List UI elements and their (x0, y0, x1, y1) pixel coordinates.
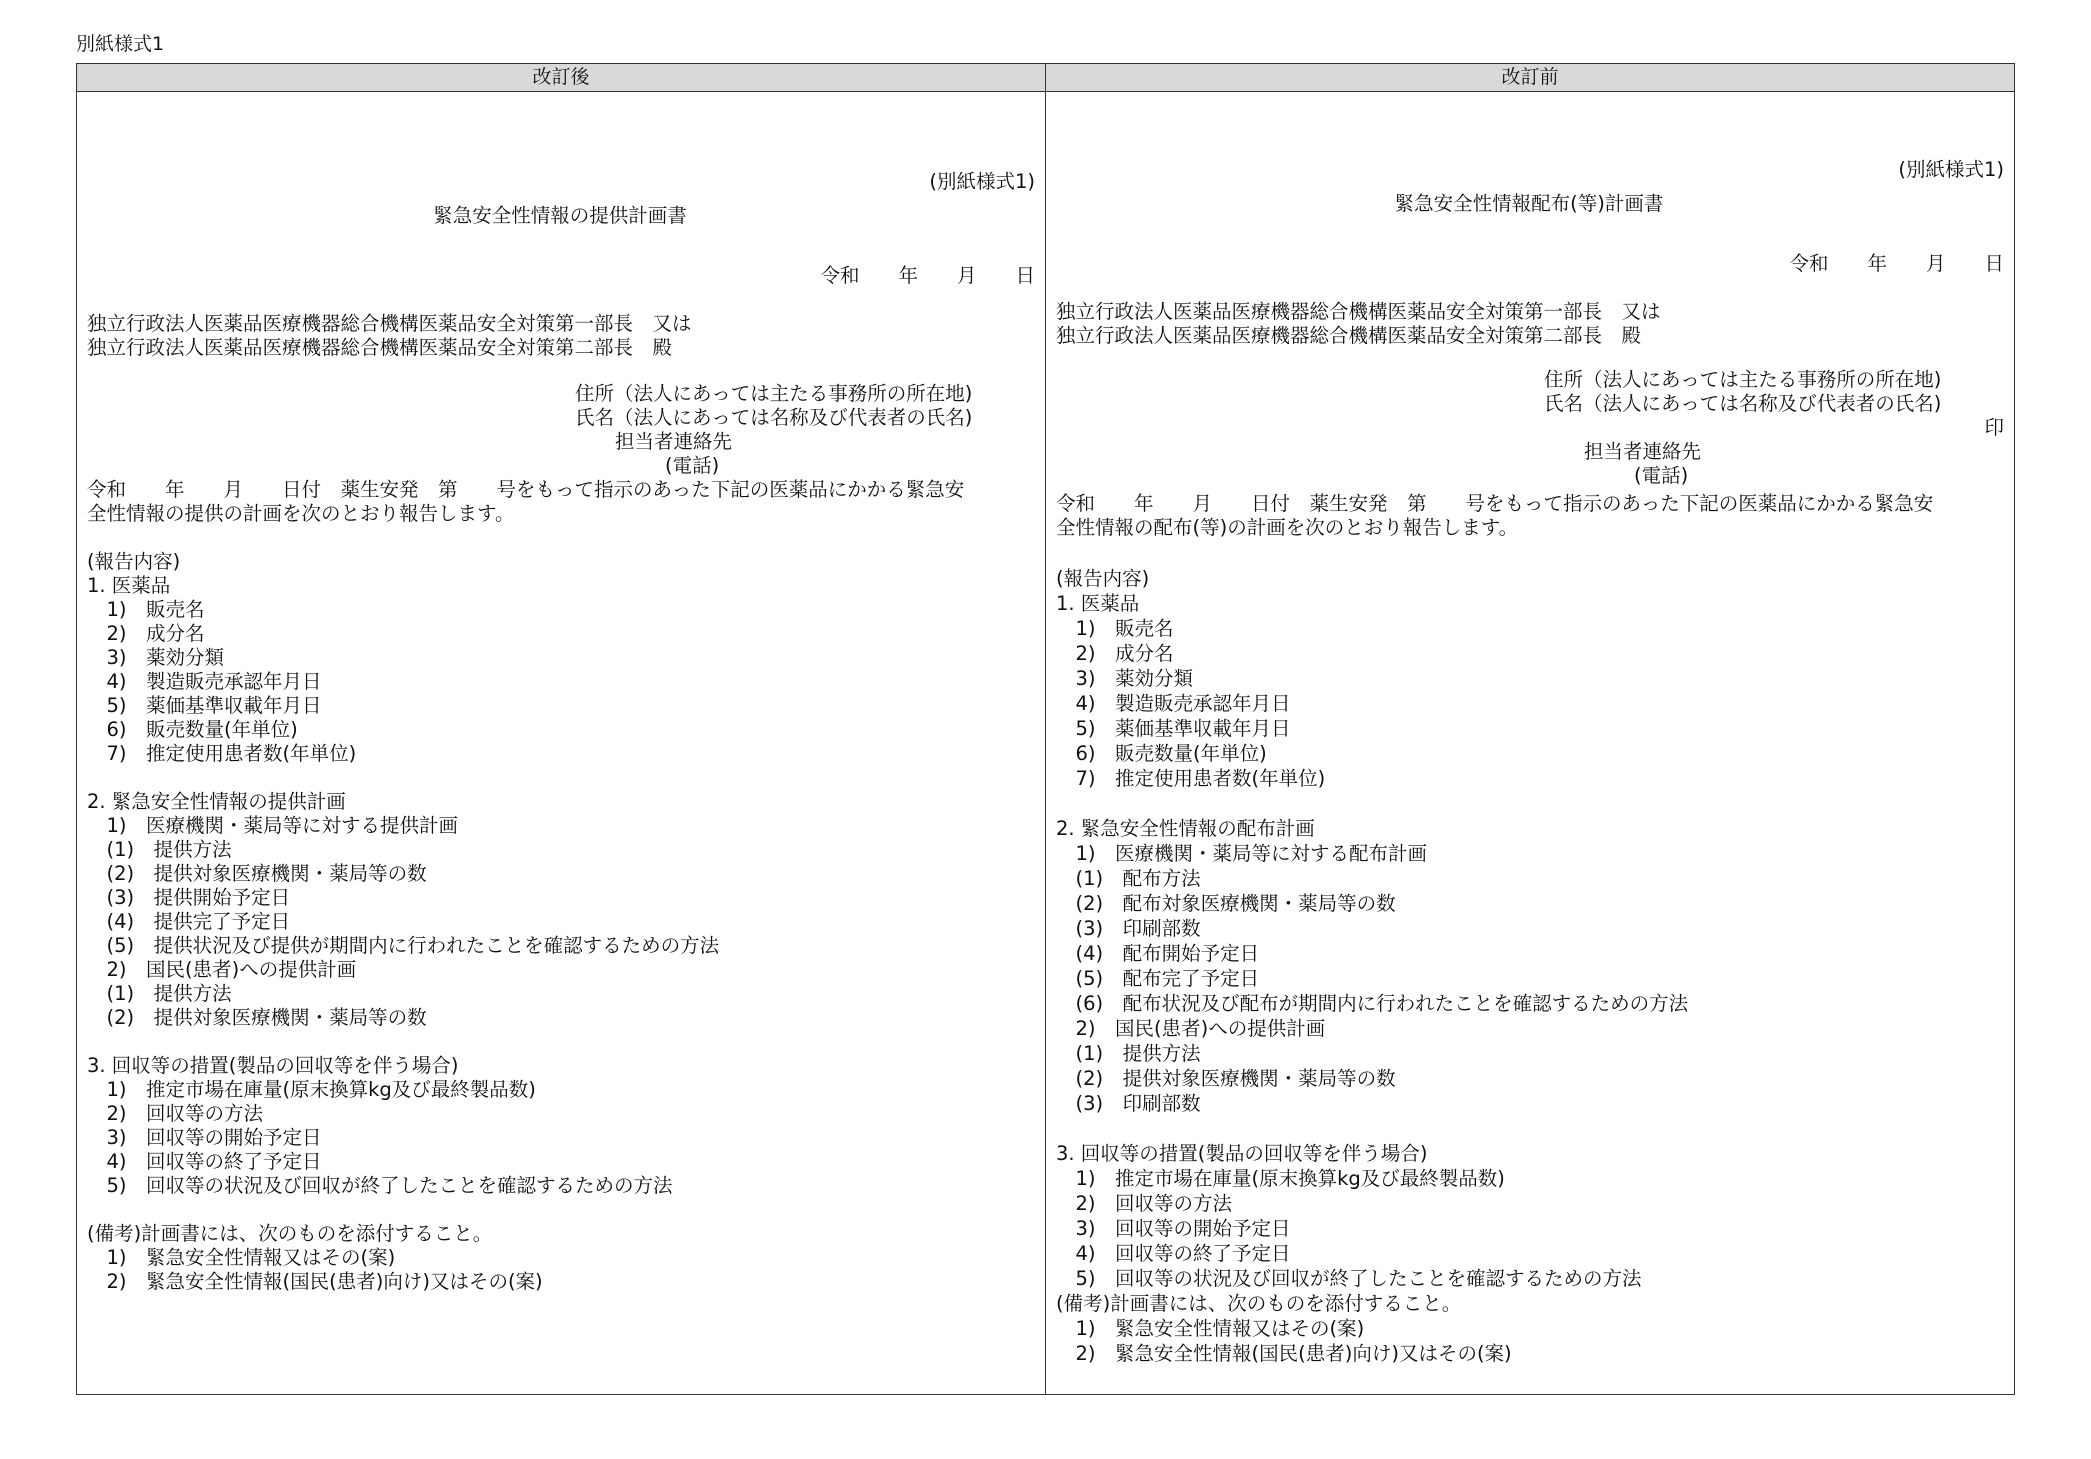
sender-address: 住所（法人にあっては主たる事務所の所在地) (575, 382, 973, 405)
report-line: 1) 緊急安全性情報又はその(案) (87, 1246, 396, 1269)
report-line: 3) 回収等の開始予定日 (87, 1126, 322, 1149)
blank-line (87, 1030, 719, 1054)
report-line: 1) 緊急安全性情報又はその(案) (1056, 1317, 1365, 1340)
report-line: (5) 提供状況及び提供が期間内に行われたことを確認するための方法 (87, 934, 720, 957)
report-line: 4) 回収等の終了予定日 (1056, 1242, 1291, 1265)
table-body (77, 92, 2014, 1394)
report-line: 4) 製造販売承認年月日 (1056, 692, 1291, 715)
report-line: (報告内容) (1056, 567, 1150, 590)
report-line: 3) 薬効分類 (87, 646, 225, 669)
report-line: 1. 医薬品 (87, 574, 171, 597)
intro-line: 令和 年 月 日付 薬生安発 第 号をもって指示のあった下記の医薬品にかかる緊急安 (87, 478, 965, 501)
seal-mark: 印 (1984, 416, 2004, 439)
report-line: 5) 回収等の状況及び回収が終了したことを確認するための方法 (87, 1174, 673, 1197)
addressee-line: 独立行政法人医薬品医療機器総合機構医薬品安全対策第一部長 又は (87, 312, 692, 335)
page-label: 別紙様式1 (76, 33, 165, 55)
sender-block (575, 382, 972, 478)
report-line: (3) 印刷部数 (1056, 917, 1201, 940)
report-line: 6) 販売数量(年単位) (1056, 742, 1267, 765)
header-before: 改訂前 (1045, 64, 2014, 91)
form-number: (別紙様式1) (929, 170, 1035, 193)
report-line: 2) 成分名 (87, 622, 205, 645)
report-line: 1) 医療機関・薬局等に対する提供計画 (87, 814, 459, 837)
report-line: 2) 国民(患者)への提供計画 (87, 958, 357, 981)
report-line: 2) 成分名 (1056, 642, 1174, 665)
report-line: (3) 提供開始予定日 (87, 886, 291, 909)
report-line: 2) 回収等の方法 (87, 1102, 264, 1125)
report-line: 3) 薬効分類 (1056, 667, 1194, 690)
sender-name: 氏名（法人にあっては名称及び代表者の氏名) (575, 406, 973, 429)
header-after: 改訂後 (532, 66, 590, 88)
intro-block (87, 478, 964, 526)
blank-line (87, 766, 719, 790)
report-content (87, 550, 719, 1294)
intro-line: 全性情報の配布(等)の計画を次のとおり報告します。 (1056, 516, 1519, 539)
report-content (1056, 566, 1688, 1366)
addressee-block (87, 312, 692, 360)
report-line: 6) 販売数量(年単位) (87, 718, 298, 741)
column-after (77, 92, 1045, 1394)
report-line: 4) 製造販売承認年月日 (87, 670, 322, 693)
report-line: 2. 緊急安全性情報の配布計画 (1056, 817, 1315, 840)
report-line: 1) 推定市場在庫量(原末換算kg及び最終製品数) (87, 1078, 536, 1101)
date-line: 令和 年 月 日 (820, 264, 1035, 287)
comparison-table (76, 63, 2015, 1395)
report-line: 1) 販売名 (87, 598, 205, 621)
report-line: (2) 提供対象医療機関・薬局等の数 (87, 1006, 427, 1029)
report-line: (2) 配布対象医療機関・薬局等の数 (1056, 892, 1396, 915)
report-line: 3) 回収等の開始予定日 (1056, 1217, 1291, 1240)
report-line: (2) 提供対象医療機関・薬局等の数 (1056, 1067, 1396, 1090)
report-line: (備考)計画書には、次のものを添付すること。 (1056, 1292, 1462, 1315)
report-line: 5) 回収等の状況及び回収が終了したことを確認するための方法 (1056, 1267, 1642, 1290)
report-line: (備考)計画書には、次のものを添付すること。 (87, 1222, 493, 1245)
report-line: 7) 推定使用患者数(年単位) (1056, 767, 1326, 790)
report-line: 7) 推定使用患者数(年単位) (87, 742, 357, 765)
document-title: 緊急安全性情報配布(等)計画書 (1394, 192, 1664, 215)
report-line: 4) 回収等の終了予定日 (87, 1150, 322, 1173)
form-number: (別紙様式1) (1898, 158, 2004, 181)
table-header (77, 64, 2014, 92)
intro-line: 令和 年 月 日付 薬生安発 第 号をもって指示のあった下記の医薬品にかかる緊急安 (1056, 492, 1934, 515)
report-line: 1. 医薬品 (1056, 592, 1140, 615)
report-line: (1) 提供方法 (87, 982, 232, 1005)
report-line: (6) 配布状況及び配布が期間内に行われたことを確認するための方法 (1056, 992, 1689, 1015)
report-line: (1) 提供方法 (87, 838, 232, 861)
report-line: (4) 提供完了予定日 (87, 910, 291, 933)
report-line: 1) 販売名 (1056, 617, 1174, 640)
column-before (1045, 92, 2014, 1394)
report-line: 2) 回収等の方法 (1056, 1192, 1233, 1215)
report-line: 2) 国民(患者)への提供計画 (1056, 1017, 1326, 1040)
intro-line: 全性情報の提供の計画を次のとおり報告します。 (87, 502, 515, 525)
report-line: (1) 配布方法 (1056, 867, 1201, 890)
sender-contact: 担当者連絡先 (615, 430, 733, 453)
document-title: 緊急安全性情報の提供計画書 (433, 204, 687, 227)
report-line: 2) 緊急安全性情報(国民(患者)向け)又はその(案) (1056, 1342, 1512, 1365)
sender-name: 氏名（法人にあっては名称及び代表者の氏名) (1544, 392, 1942, 415)
blank-line (1056, 791, 1688, 816)
addressee-line: 独立行政法人医薬品医療機器総合機構医薬品安全対策第二部長 殿 (1056, 324, 1642, 347)
addressee-block (1056, 300, 1661, 348)
sender-phone: (電話) (1634, 464, 1689, 487)
report-line: 1) 推定市場在庫量(原末換算kg及び最終製品数) (1056, 1167, 1505, 1190)
addressee-line: 独立行政法人医薬品医療機器総合機構医薬品安全対策第二部長 殿 (87, 336, 673, 359)
report-line: 2) 緊急安全性情報(国民(患者)向け)又はその(案) (87, 1270, 543, 1293)
blank-line (1056, 1116, 1688, 1141)
contact-block (1584, 440, 1701, 488)
report-line: 5) 薬価基準収載年月日 (1056, 717, 1291, 740)
addressee-line: 独立行政法人医薬品医療機器総合機構医薬品安全対策第一部長 又は (1056, 300, 1661, 323)
report-line: (2) 提供対象医療機関・薬局等の数 (87, 862, 427, 885)
report-line: (5) 配布完了予定日 (1056, 967, 1260, 990)
report-line: 5) 薬価基準収載年月日 (87, 694, 322, 717)
report-line: (4) 配布開始予定日 (1056, 942, 1260, 965)
report-line: (1) 提供方法 (1056, 1042, 1201, 1065)
sender-phone: (電話) (665, 454, 720, 477)
report-line: 2. 緊急安全性情報の提供計画 (87, 790, 346, 813)
sender-block (1544, 368, 1941, 416)
blank-line (87, 1198, 719, 1222)
report-line: (報告内容) (87, 550, 181, 573)
report-line: (3) 印刷部数 (1056, 1092, 1201, 1115)
report-line: 3. 回収等の措置(製品の回収等を伴う場合) (1056, 1142, 1428, 1165)
sender-address: 住所（法人にあっては主たる事務所の所在地) (1544, 368, 1942, 391)
intro-block (1056, 492, 1933, 540)
sender-contact: 担当者連絡先 (1584, 440, 1702, 463)
report-line: 3. 回収等の措置(製品の回収等を伴う場合) (87, 1054, 459, 1077)
date-line: 令和 年 月 日 (1789, 252, 2004, 275)
report-line: 1) 医療機関・薬局等に対する配布計画 (1056, 842, 1428, 865)
